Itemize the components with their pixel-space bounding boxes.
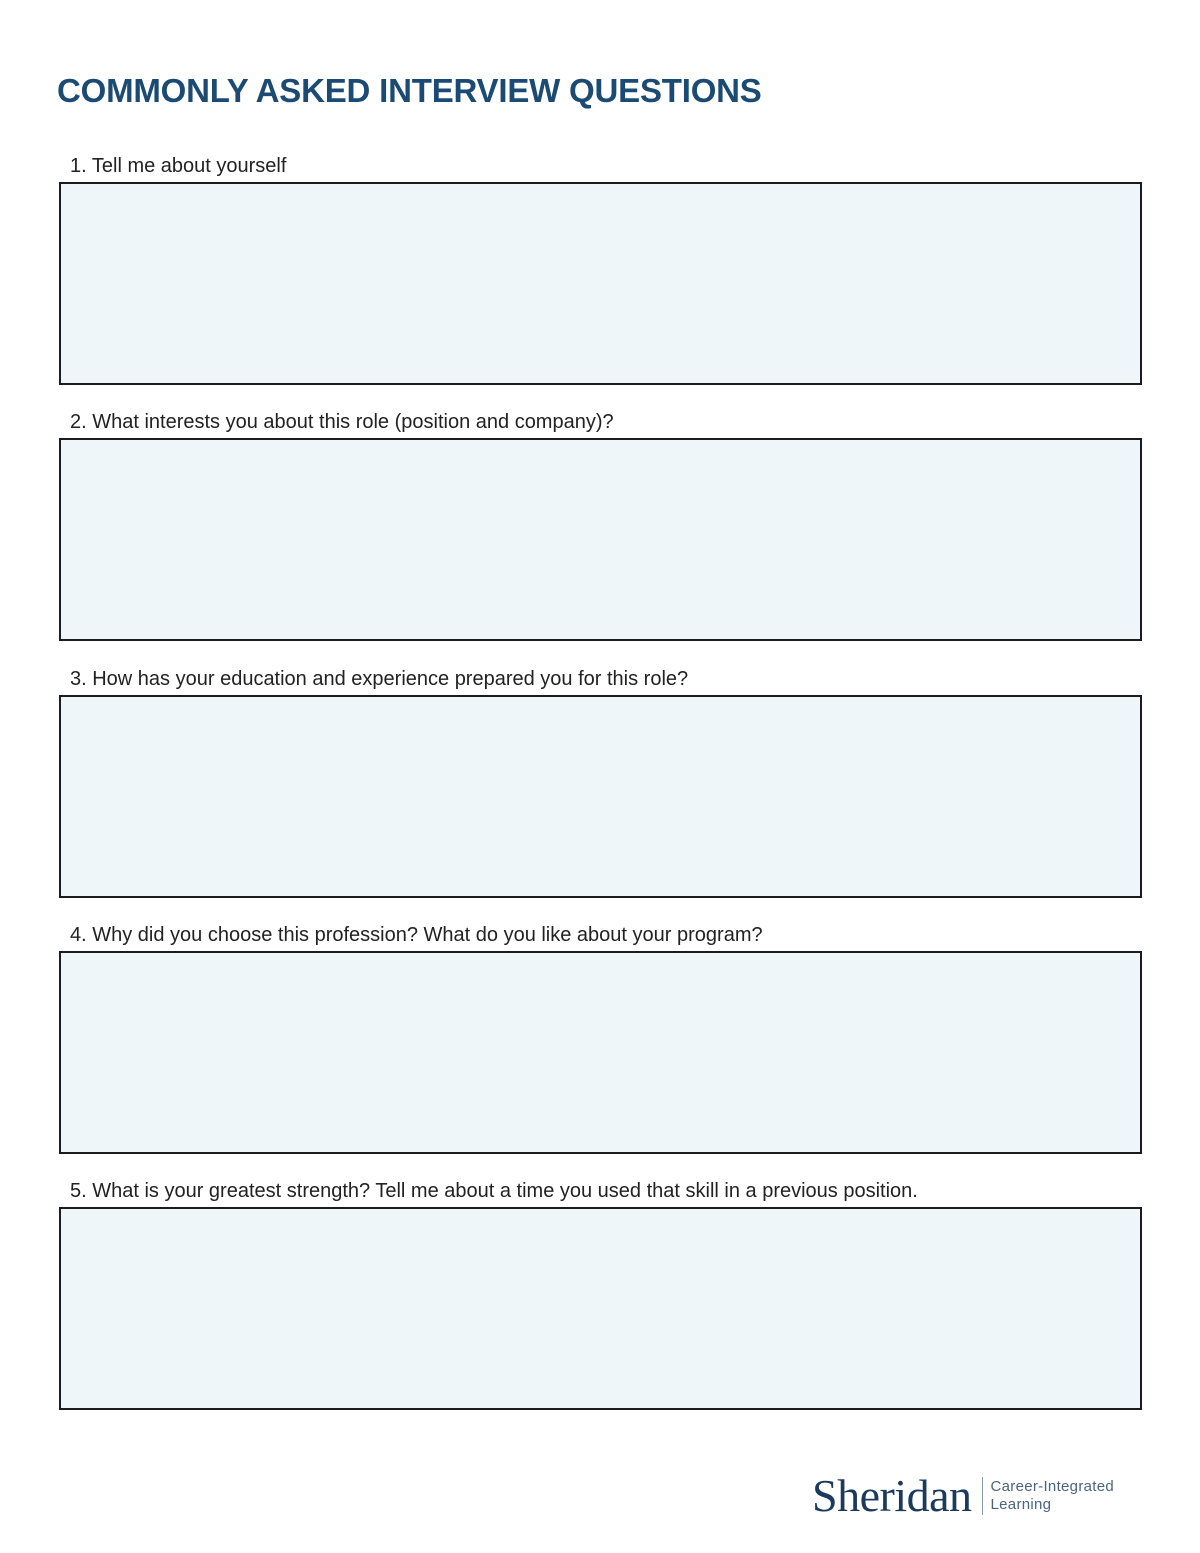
answer-box-2[interactable] [59,438,1142,641]
logo-wordmark: Sheridan [812,1470,972,1521]
answer-box-4[interactable] [59,951,1142,1154]
question-4-label: 4. Why did you choose this profession? What do you like about your program? [70,924,763,946]
answer-box-5[interactable] [59,1207,1142,1410]
question-1-label: 1. Tell me about yourself [70,155,287,177]
question-5-label: 5. What is your greatest strength? Tell me about a time you used that skill in a previous position. [70,1180,918,1202]
answer-box-1[interactable] [59,182,1142,385]
logo-divider [982,1477,983,1515]
logo-tagline-line1: Career-Integrated [990,1478,1115,1495]
question-3-label: 3. How has your education and experience prepared you for this role? [70,668,689,690]
sheridan-logo [812,1468,1114,1524]
page-title: COMMONLY ASKED INTERVIEW QUESTIONS [57,72,762,109]
answer-box-3[interactable] [59,695,1142,898]
logo-tagline [991,1478,1115,1514]
question-2-label: 2. What interests you about this role (position and company)? [70,411,614,433]
logo-tagline-line2: Learning [990,1496,1052,1513]
